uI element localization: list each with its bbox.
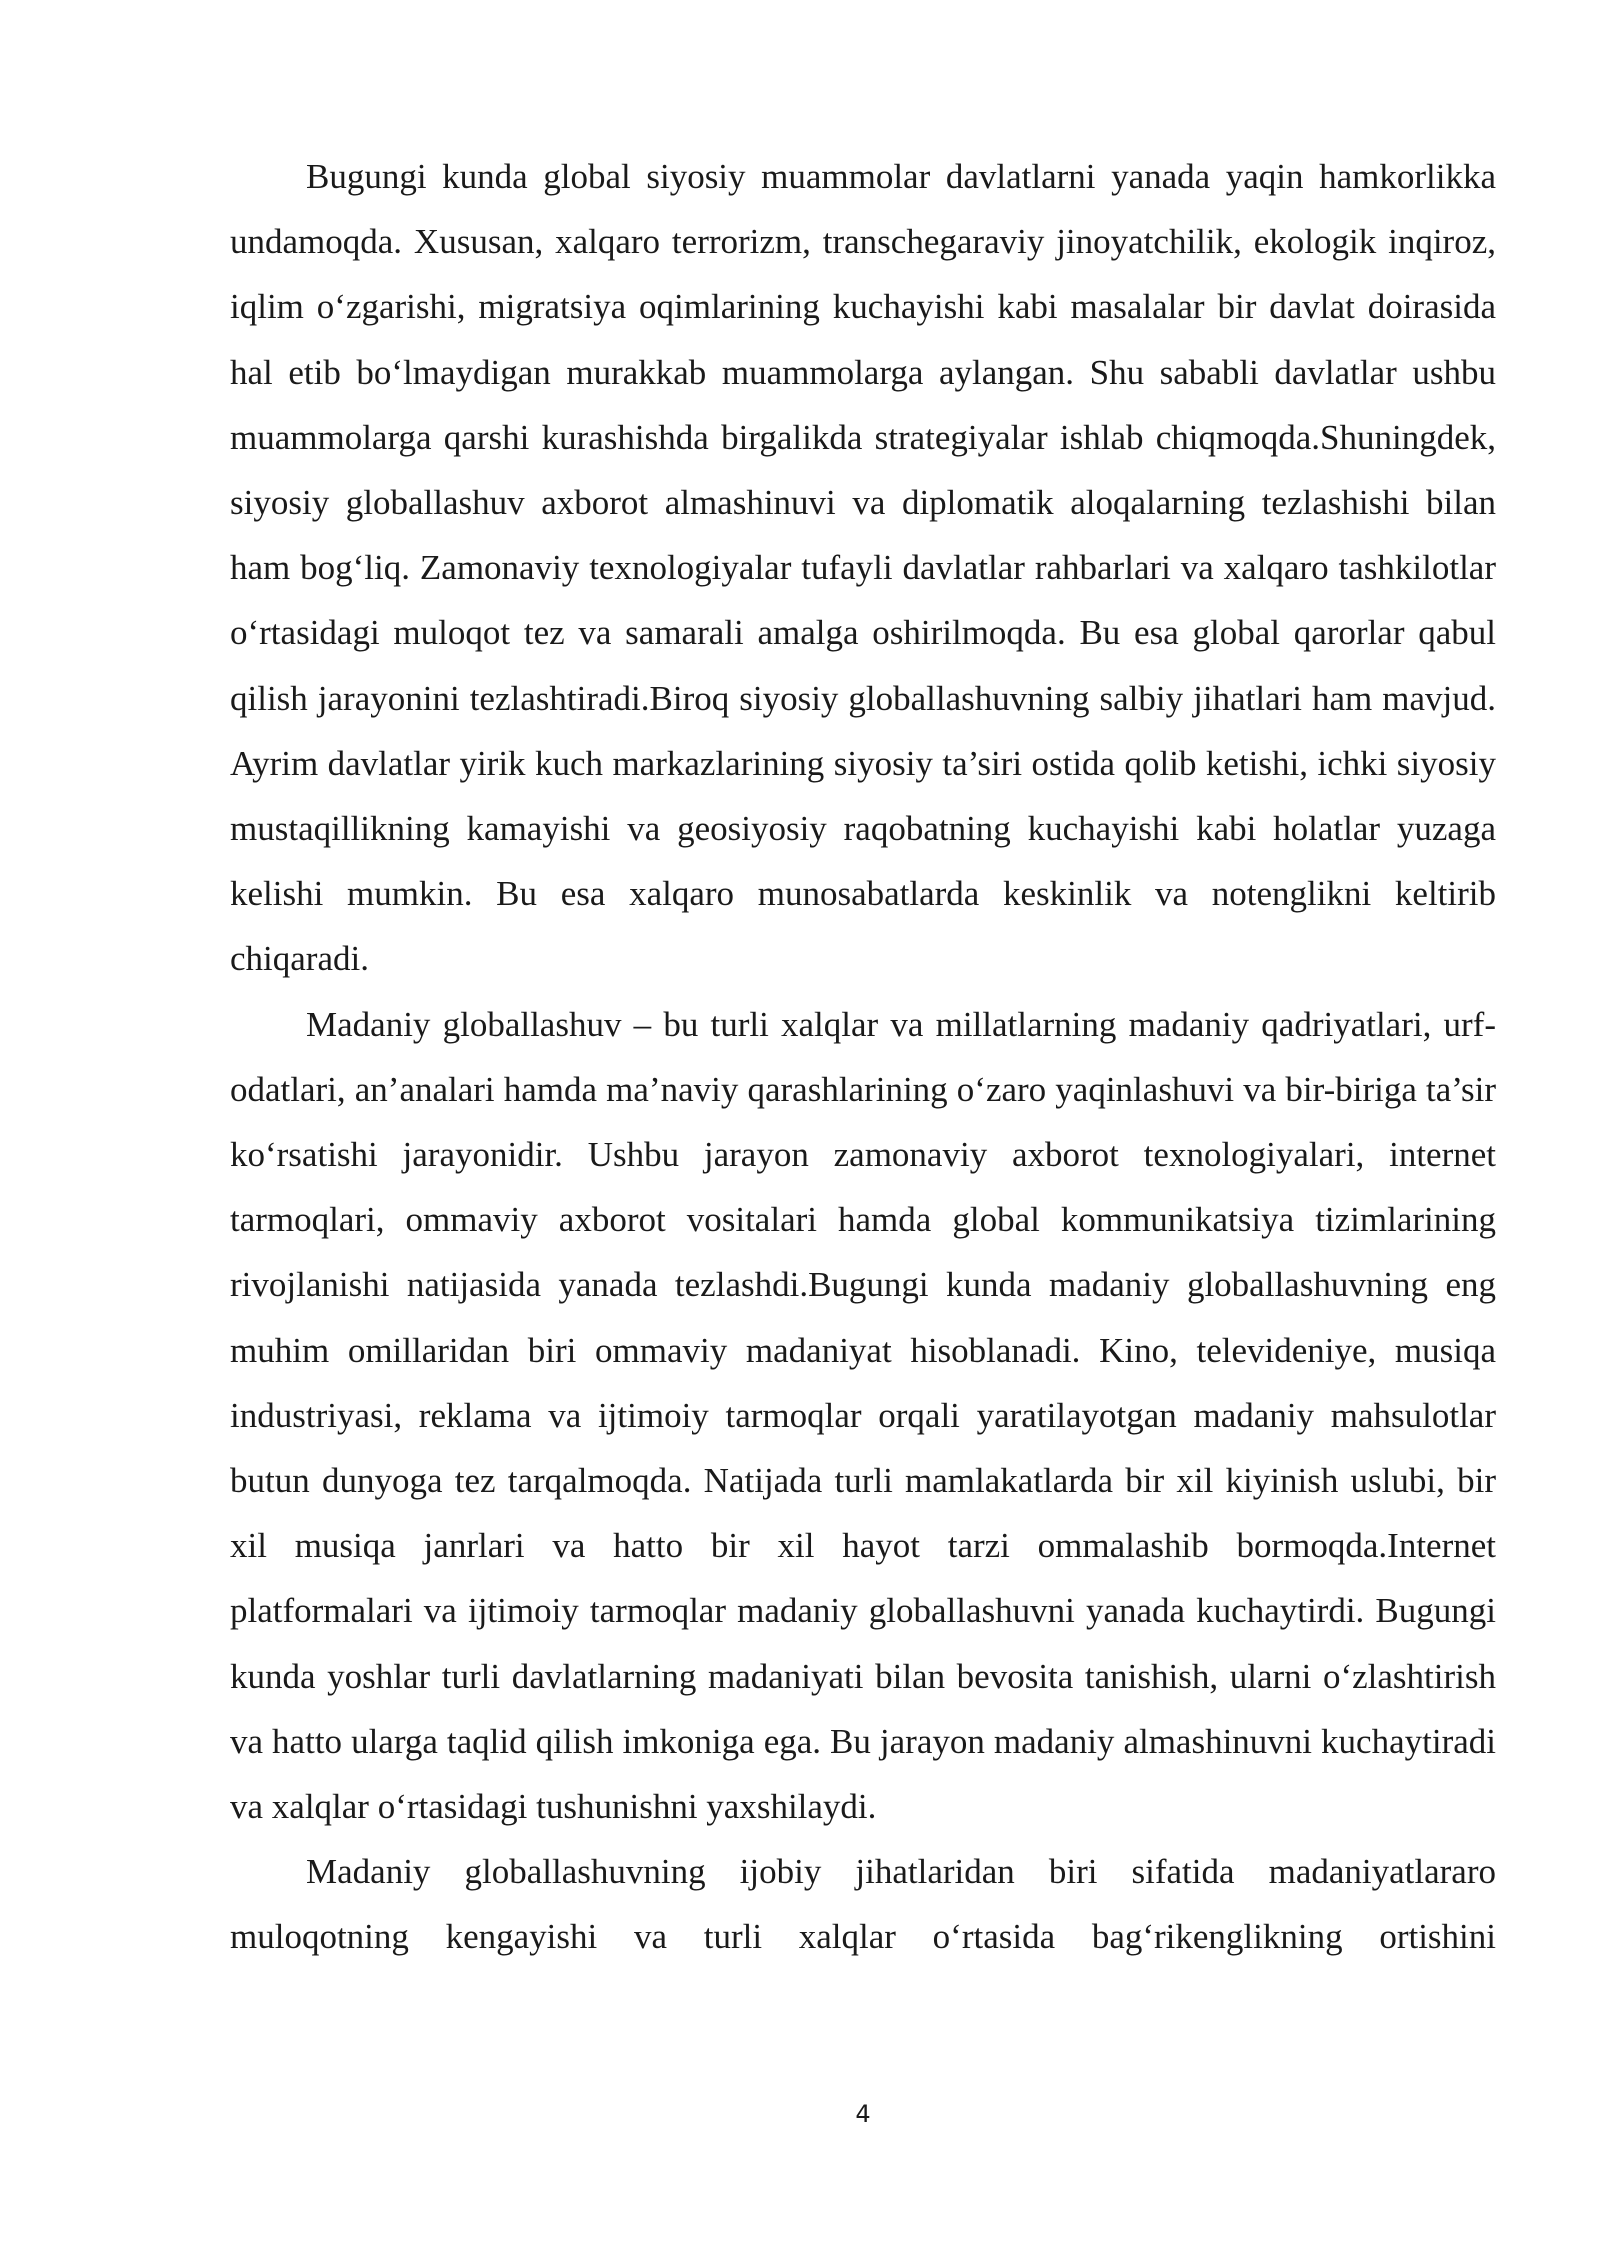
page-number: 4 [855, 2100, 871, 2128]
document-body [230, 144, 1496, 1970]
paragraph-cultural-globalization: Madaniy globallashuv – bu turli xalqlar va millatlarning madaniy qadriyatlari, urf-odatlari, an’analari hamda ma’naviy qarashlarining o‘zaro yaqinlashuvi va bir-biriga ta’sir ko‘rsatishi jarayonidir. Ushbu jarayon zamonaviy axborot texnologiyalari, internet tarmoqlari, ommaviy axborot vositalari hamda global kommunikatsiya tizimlarining rivojlanishi natijasida yanada tezlashdi.Bugungi kunda madaniy globallashuvning eng muhim omillaridan biri ommaviy madaniyat hisoblanadi. Kino, televideniye, musiqa industriyasi, reklama va ijtimoiy tarmoqlar orqali yaratilayotgan madaniy mahsulotlar butun dunyoga tez tarqalmoqda. Natijada turli mamlakatlarda bir xil kiyinish uslubi, bir xil musiqa janrlari va hatto bir xil hayot tarzi ommalashib bormoqda.Internet platformalari va ijtimoiy tarmoqlar madaniy globallashuvni yanada kuchaytirdi. Bugungi kunda yoshlar turli davlatlarning madaniyati bilan bevosita tanishish, ularni o‘zlashtirish va hatto ularga taqlid qilish imkoniga ega. Bu jarayon madaniy almashinuvni kuchaytiradi va xalqlar o‘rtasidagi tushunishni yaxshilaydi. [230, 1004, 1496, 1827]
paragraph-cultural-positive-aspects: Madaniy globallashuvning ijobiy jihatlaridan biri sifatida madaniyatlararo muloqotning kengayishi va turli xalqlar o‘rtasida bag‘rikenglikning ortishini [230, 1852, 1496, 1957]
paragraph-political-globalization: Bugungi kunda global siyosiy muammolar davlatlarni yanada yaqin hamkorlikka undamoqda. Xususan, xalqaro terrorizm, transchegaraviy jinoyatchilik, ekologik inqiroz, iqlim o‘zgarishi, migratsiya oqimlarining kuchayishi kabi masalalar bir davlat doirasida hal etib bo‘lmaydigan murakkab muammolarga aylangan. Shu sababli davlatlar ushbu muammolarga qarshi kurashishda birgalikda strategiyalar ishlab chiqmoqda.Shuningdek, siyosiy globallashuv axborot almashinuvi va diplomatik aloqalarning tezlashishi bilan ham bog‘liq. Zamonaviy texnologiyalar tufayli davlatlar rahbarlari va xalqaro tashkilotlar o‘rtasidagi muloqot tez va samarali amalga oshirilmoqda. Bu esa global qarorlar qabul qilish jarayonini tezlashtiradi.Biroq siyosiy globallashuvning salbiy jihatlari ham mavjud. Ayrim davlatlar yirik kuch markazlarining siyosiy ta’siri ostida qolib ketishi, ichki siyosiy mustaqillikning kamayishi va geosiyosiy raqobatning kuchayishi kabi holatlar yuzaga kelishi mumkin. Bu esa xalqaro munosabatlarda keskinlik va notenglikni keltirib chiqaradi. [230, 157, 1496, 979]
